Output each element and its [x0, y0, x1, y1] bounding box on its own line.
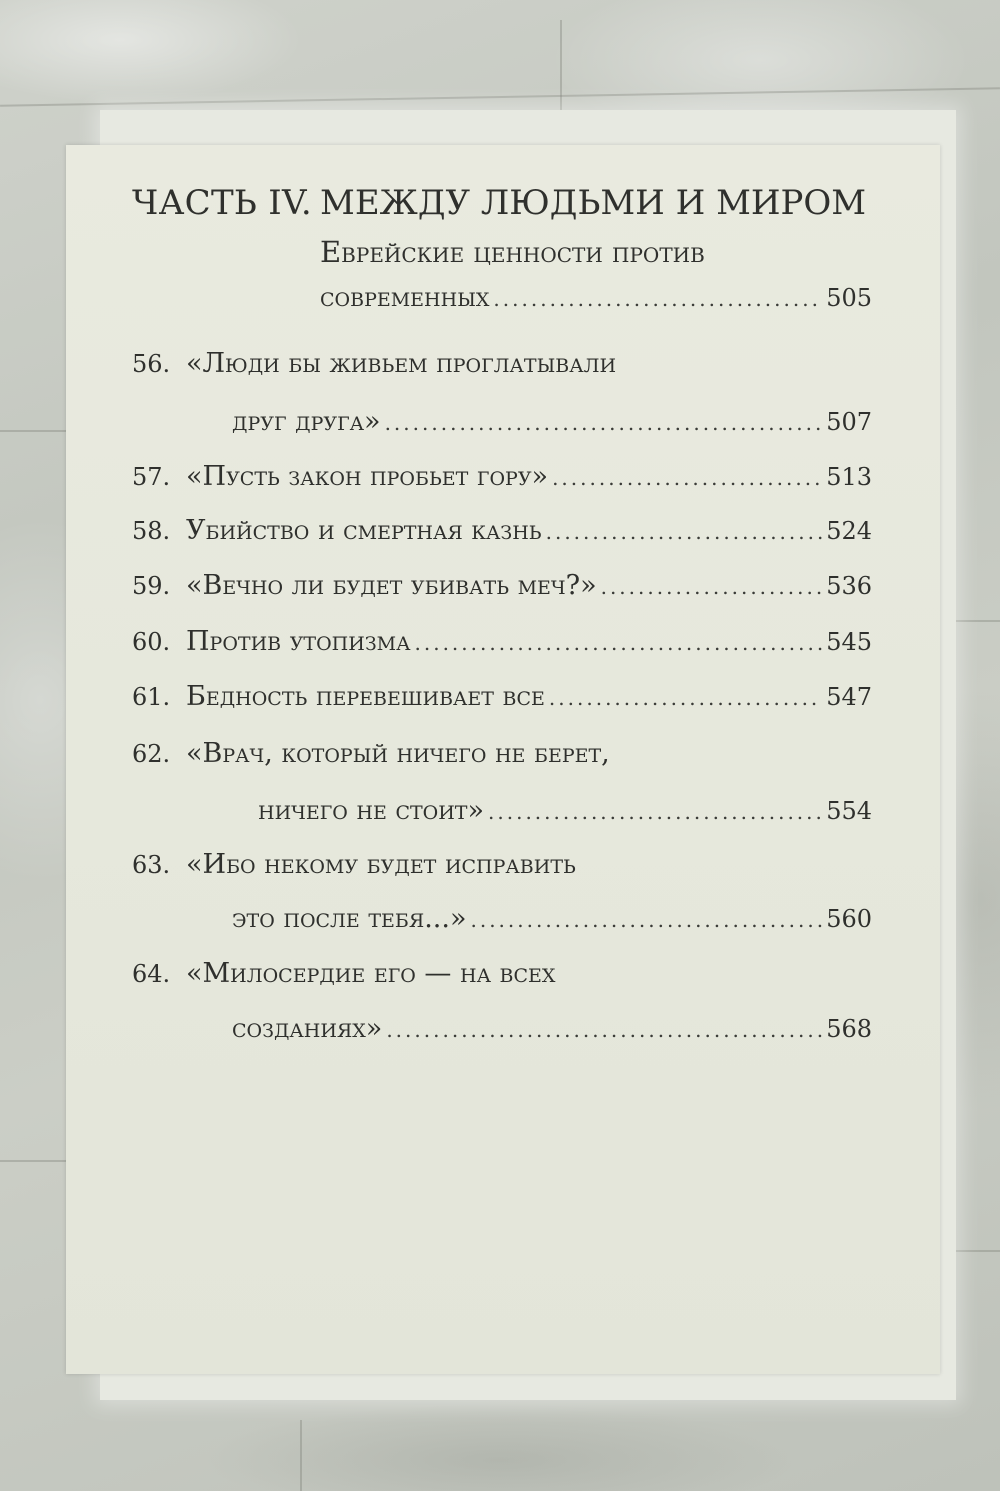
toc-entry[interactable] — [186, 622, 872, 663]
entry-title[interactable]: «Врач, который ничего не берет, — [186, 738, 610, 769]
part-subtitle-line1: Еврейские ценности против — [320, 235, 705, 269]
entry-title[interactable]: «Ибо некому будет исправить — [186, 849, 576, 880]
entry-title[interactable]: «Милосердие его — на всех — [186, 958, 556, 989]
page-number: 505 — [826, 284, 872, 312]
part-subtitle-line2: современных — [320, 282, 490, 313]
page-number: 545 — [826, 628, 872, 656]
entry-number: 60. — [132, 628, 171, 656]
dot-leader — [601, 567, 823, 607]
entry-title-cont: созданиях» — [232, 1013, 383, 1044]
dot-leader — [415, 623, 823, 663]
stone-crack — [0, 87, 1000, 106]
toc-entry[interactable] — [186, 677, 872, 718]
toc-entry[interactable] — [186, 457, 872, 498]
dot-leader — [385, 403, 823, 443]
stone-crack — [300, 1420, 302, 1491]
entry-title: «Пусть закон пробьет гору» — [186, 461, 549, 492]
entry-title-cont: ничего не стоит» — [258, 795, 485, 826]
entry-title: «Вечно ли будет убивать меч?» — [186, 570, 597, 601]
stone-crack — [560, 20, 562, 110]
page-number: 524 — [826, 517, 872, 545]
entry-number: 57. — [132, 463, 171, 491]
entry-number: 64. — [132, 960, 171, 988]
entry-title: Убийство и смертная казнь — [186, 515, 542, 546]
entry-number: 58. — [132, 517, 171, 545]
page-number: 560 — [826, 905, 872, 933]
stone-crack — [0, 1160, 70, 1162]
toc-entry[interactable] — [186, 566, 872, 607]
entry-number: 62. — [132, 740, 171, 768]
dot-leader — [488, 792, 822, 832]
entry-number: 63. — [132, 851, 171, 879]
dot-leader — [546, 512, 823, 552]
page-number: 536 — [826, 572, 872, 600]
entry-number: 59. — [132, 572, 171, 600]
dot-leader — [549, 678, 822, 718]
page-number: 507 — [826, 408, 872, 436]
entry-title[interactable]: «Люди бы живьем проглатывали — [186, 348, 617, 379]
toc-entry[interactable] — [232, 899, 872, 940]
entry-title: Бедность перевешивает все — [186, 681, 545, 712]
part-label: ЧАСТЬ IV. — [132, 183, 312, 223]
dot-leader — [386, 1010, 822, 1050]
entry-number: 61. — [132, 683, 171, 711]
toc-entry[interactable] — [232, 1009, 872, 1050]
page-number: 554 — [826, 797, 872, 825]
toc-entry[interactable] — [232, 402, 872, 443]
stone-crack — [0, 430, 70, 432]
page-number: 547 — [826, 683, 872, 711]
toc-entry[interactable] — [258, 791, 872, 832]
page-number: 513 — [826, 463, 872, 491]
page-number: 568 — [826, 1015, 872, 1043]
entry-title-cont: это после тебя...» — [232, 903, 467, 934]
toc-entry[interactable] — [186, 511, 872, 552]
entry-title: Против утопизма — [186, 626, 411, 657]
toc-entry-part[interactable] — [320, 278, 872, 319]
dot-leader — [552, 458, 822, 498]
dot-leader — [470, 900, 822, 940]
dot-leader — [493, 279, 822, 319]
entry-number: 56. — [132, 350, 171, 378]
part-title: МЕЖДУ ЛЮДЬМИ И МИРОМ — [320, 183, 867, 223]
entry-title-cont: друг друга» — [232, 406, 381, 437]
